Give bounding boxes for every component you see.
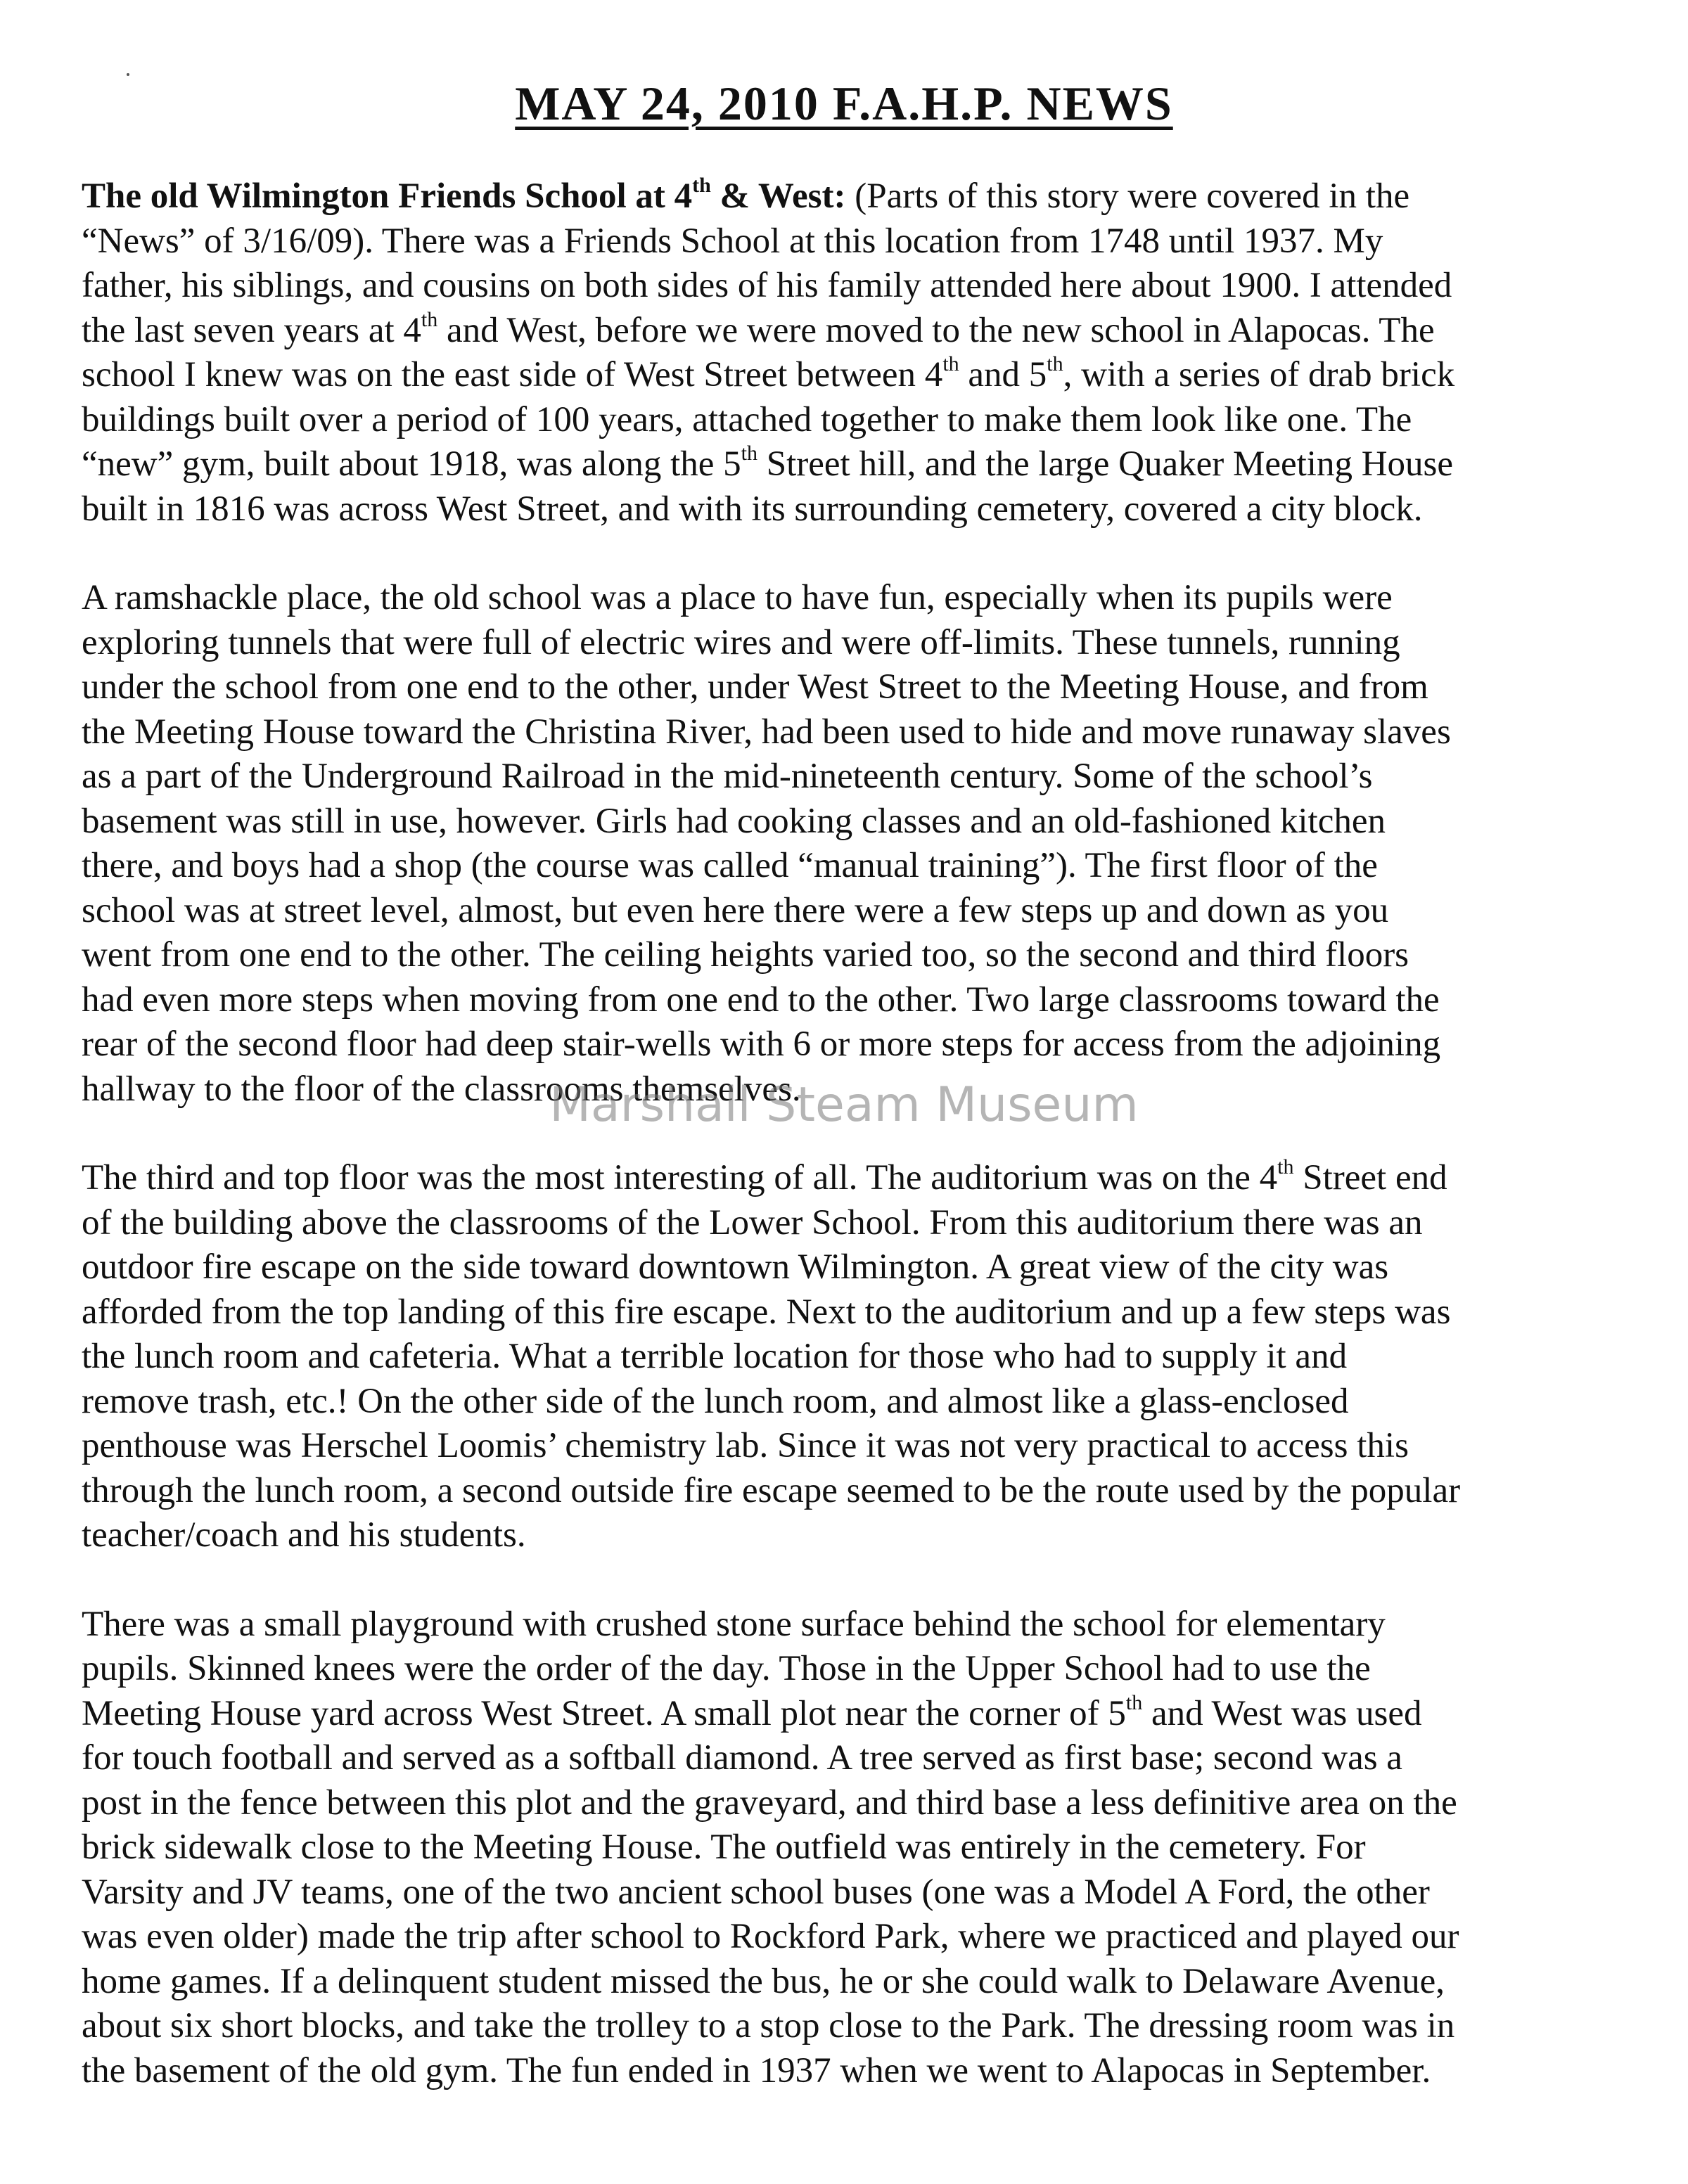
- text-line: there, and boys had a shop (the course was called “manual training”). The first floor of the: [82, 846, 1378, 885]
- text-line: buildings built over a period of 100 years, attached together to make them look like one. The: [82, 399, 1412, 439]
- text-line: The third and top floor was the most interesting of all. The auditorium was on the 4th Street end: [82, 1155, 1447, 1197]
- paragraph-2: [82, 576, 1622, 1112]
- text-line: post in the fence between this plot and the graveyard, and third base a less definitive area on the: [82, 1782, 1457, 1823]
- page-title: MAY 24, 2010 F.A.H.P. NEWS: [515, 77, 1173, 130]
- text-line: school I knew was on the east side of West Street between 4th and 5th, with a series of drab brick: [82, 352, 1455, 394]
- text-line: the lunch room and cafeteria. What a terrible location for those who had to supply it and: [82, 1337, 1348, 1376]
- text-line: through the lunch room, a second outside fire escape seemed to be the route used by the popular: [82, 1470, 1461, 1510]
- watermark: Marshall Steam Museum: [549, 1077, 1139, 1133]
- text-line: A ramshackle place, the old school was a place to have fun, especially when its pupils were: [82, 578, 1393, 617]
- text-line: outdoor fire escape on the side toward downtown Wilmington. A great view of the city was: [82, 1247, 1389, 1287]
- text-line: about six short blocks, and take the trolley to a stop close to the Park. The dressing room was in: [82, 2006, 1455, 2045]
- text-line: There was a small playground with crushed stone surface behind the school for elementary: [82, 1604, 1386, 1644]
- text-line: father, his siblings, and cousins on both sides of his family attended here about 1900. I attended: [82, 266, 1452, 305]
- text-line: home games. If a delinquent student missed the bus, he or she could walk to Delaware Avenue,: [82, 1961, 1445, 2001]
- text-line: the basement of the old gym. The fun ended in 1937 when we went to Alapocas in September.: [82, 2050, 1431, 2090]
- text-line: teacher/coach and his students.: [82, 1515, 526, 1555]
- text-line: had even more steps when moving from one end to the other. Two large classrooms toward the: [82, 979, 1440, 1020]
- text-line: went from one end to the other. The ceiling heights varied too, so the second and third floors: [82, 935, 1409, 975]
- text-line: The old Wilmington Friends School at 4th & West: (Parts of this story were covered in the: [82, 174, 1410, 216]
- article-body: [82, 174, 1622, 2138]
- paragraph-4: [82, 1602, 1622, 2094]
- text-line: the Meeting House toward the Christina River, had been used to hide and move runaway slaves: [82, 712, 1451, 752]
- paragraph-1: [82, 174, 1622, 532]
- lead-heading: The old Wilmington Friends School at 4th & West:: [82, 174, 846, 216]
- text-line: as a part of the Underground Railroad in the mid-nineteenth century. Some of the school’s: [82, 757, 1373, 796]
- text-line: Varsity and JV teams, one of the two ancient school buses (one was a Model A Ford, the other: [82, 1872, 1430, 1912]
- text-line: rear of the second floor had deep stair-wells with 6 or more steps for access from the adjoining: [82, 1024, 1441, 1064]
- text-line: pupils. Skinned knees were the order of the day. Those in the Upper School had to use the: [82, 1649, 1371, 1688]
- text-line: was even older) made the trip after school to Rockford Park, where we practiced and played our: [82, 1917, 1459, 1956]
- text-line: built in 1816 was across West Street, and with its surrounding cemetery, covered a city block.: [82, 489, 1423, 529]
- text-line: for touch football and served as a softball diamond. A tree served as first base; second was a: [82, 1738, 1402, 1778]
- text-line: the last seven years at 4th and West, before we were moved to the new school in Alapocas. The: [82, 307, 1435, 350]
- text-line: Meeting House yard across West Street. A small plot near the corner of 5th and West was used: [82, 1690, 1422, 1733]
- text-line: “News” of 3/16/09). There was a Friends School at this location from 1748 until 1937. My: [82, 221, 1383, 261]
- text-line: “new” gym, built about 1918, was along the 5th Street hill, and the large Quaker Meeting House: [82, 442, 1454, 484]
- text-line: penthouse was Herschel Loomis’ chemistry lab. Since it was not very practical to access this: [82, 1426, 1409, 1465]
- text-line: of the building above the classrooms of the Lower School. From this auditorium there was an: [82, 1202, 1423, 1242]
- text-line: school was at street level, almost, but even here there were a few steps up and down as you: [82, 890, 1389, 930]
- text-line: under the school from one end to the other, under West Street to the Meeting House, and from: [82, 667, 1428, 707]
- paragraph-3: [82, 1156, 1622, 1558]
- text-line: exploring tunnels that were full of electric wires and were off-limits. These tunnels, running: [82, 622, 1400, 662]
- text-line: basement was still in use, however. Girls had cooking classes and an old-fashioned kitchen: [82, 801, 1386, 841]
- text-line: hallway to the floor of the classrooms themselves.: [82, 1069, 801, 1109]
- text-line: brick sidewalk close to the Meeting House. The outfield was entirely in the cemetery. For: [82, 1828, 1366, 1867]
- text-line: remove trash, etc.! On the other side of the lunch room, and almost like a glass-enclosed: [82, 1381, 1349, 1421]
- text-line: afforded from the top landing of this fire escape. Next to the auditorium and up a few steps was: [82, 1292, 1451, 1332]
